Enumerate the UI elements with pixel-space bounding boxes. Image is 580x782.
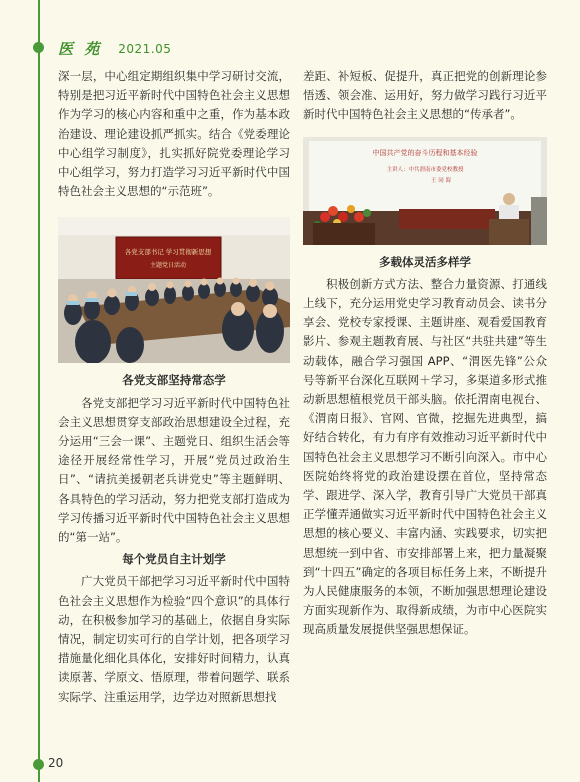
section-heading-multi-carrier: 多载体灵活多样学 (379, 254, 471, 269)
section-body-self-study: 广大党员干部把学习习近平新时代中国特色社会主义思想作为检验“四个意识”的具体行动，在积极参加学习的基础上，依据自身实际情况，制定切实可行的自学计划，把各项学习措施量化细化具体化，安排好时间精力，认真读原著、学原文、悟原理，带着问题学、联系实际学、注重运用学，边学边对照新思想找 (58, 574, 290, 704)
meeting-photo-1-image (58, 217, 290, 363)
banner-line-2: 主题党日活动 (149, 262, 187, 270)
lecture-photo-image (303, 137, 547, 245)
section-heading-self-study: 每个党员自主计划学 (122, 552, 226, 567)
meeting-photo-1 (58, 217, 290, 363)
left-margin-rule (38, 0, 40, 782)
section-heading-branch-study: 各党支部坚持常态学 (122, 373, 226, 388)
left-column (58, 67, 290, 707)
screen-speaker-name: 王 同 海 (431, 177, 451, 184)
magazine-brand: 医 苑 (58, 40, 103, 58)
header-bullet-dot (33, 42, 44, 53)
banner-line-1: 各党支部书记 学习贯彻新思想 (124, 248, 212, 257)
section-body-multi-carrier: 积极创新方式方法、整合力量资源、打通线上线下，充分运用党史学习教育动员会、读书分享会、党校专家授课、主题讲座、观看爱国教育影片、参观主题教育展、与社区“共驻共建”等生动载体，融合学习强国 APP、“渭医先锋”公众号等新平台深化互联网＋学习，多渠道多形式推动新思想植根党员干部头脑。依托渭南电视台、《渭南日报》、官网、官微，挖掘先进典型，搞好结合转化，有力有序有效推动习近平新时代中国特色社会主义思想学习不断引向深入。市中心医院始终将党的政治建设摆在首位，坚持常态学、跟进学、深入学，教育引导广大党员干部真正学懂弄通做实习近平新时代中国特色社会主义思想的核心要义、丰富内涵、实践要求，切实把思想统一到中省、市安排部署上来，把力量凝聚到“十四五”确定的各项目标任务上来，不断提升为人民健康服务的本领，不断加强思想理论建设方面实现新作为、取得新成绩，为市中心医院实现高质量发展提供坚强思想保证。 (303, 276, 547, 637)
footer-bullet-dot (33, 759, 44, 770)
screen-speaker-line: 主讲人：中共渭南市委党校教授 (386, 166, 464, 173)
page-number: 20 (48, 756, 64, 770)
right-continued-paragraph: 差距、补短板、促提升，真正把党的创新理论参悟透、领会准、运用好，努力做学习践行习近平新时代中国特色社会主义思想的“传承者”。 (303, 69, 547, 122)
page-header (58, 38, 171, 59)
issue-date: 2021.05 (118, 41, 172, 56)
right-column (303, 67, 547, 640)
section-body-branch-study: 各党支部把学习习近平新时代中国特色社会主义思想贯穿支部政治思想建设全过程，充分运用“三会一课”、主题党日、组织生活会等途径开展经常性学习，开展“党员过政治生日”、“请抗美援朝老兵讲党史”等主题鲜明、各具特色的学习活动，努力把党支部打造成为学习传播习近平新时代中国特色社会主义思想的“第一站”。 (58, 395, 290, 545)
left-continued-paragraph: 深一层，中心组定期组织集中学习研讨交流，特别是把习近平新时代中国特色社会主义思想作为学习的核心内容和重中之重，作为基本政治建设、理论建设抓严抓实。结合《党委理论中心组学习制度》，扎实抓好院党委理论学习中心组学习，努力打造学习习近平新时代中国特色社会主义思想的“示范班”。 (58, 69, 290, 199)
lecture-photo (303, 137, 547, 245)
screen-title: 中国共产党的奋斗历程和基本经验 (372, 148, 478, 157)
